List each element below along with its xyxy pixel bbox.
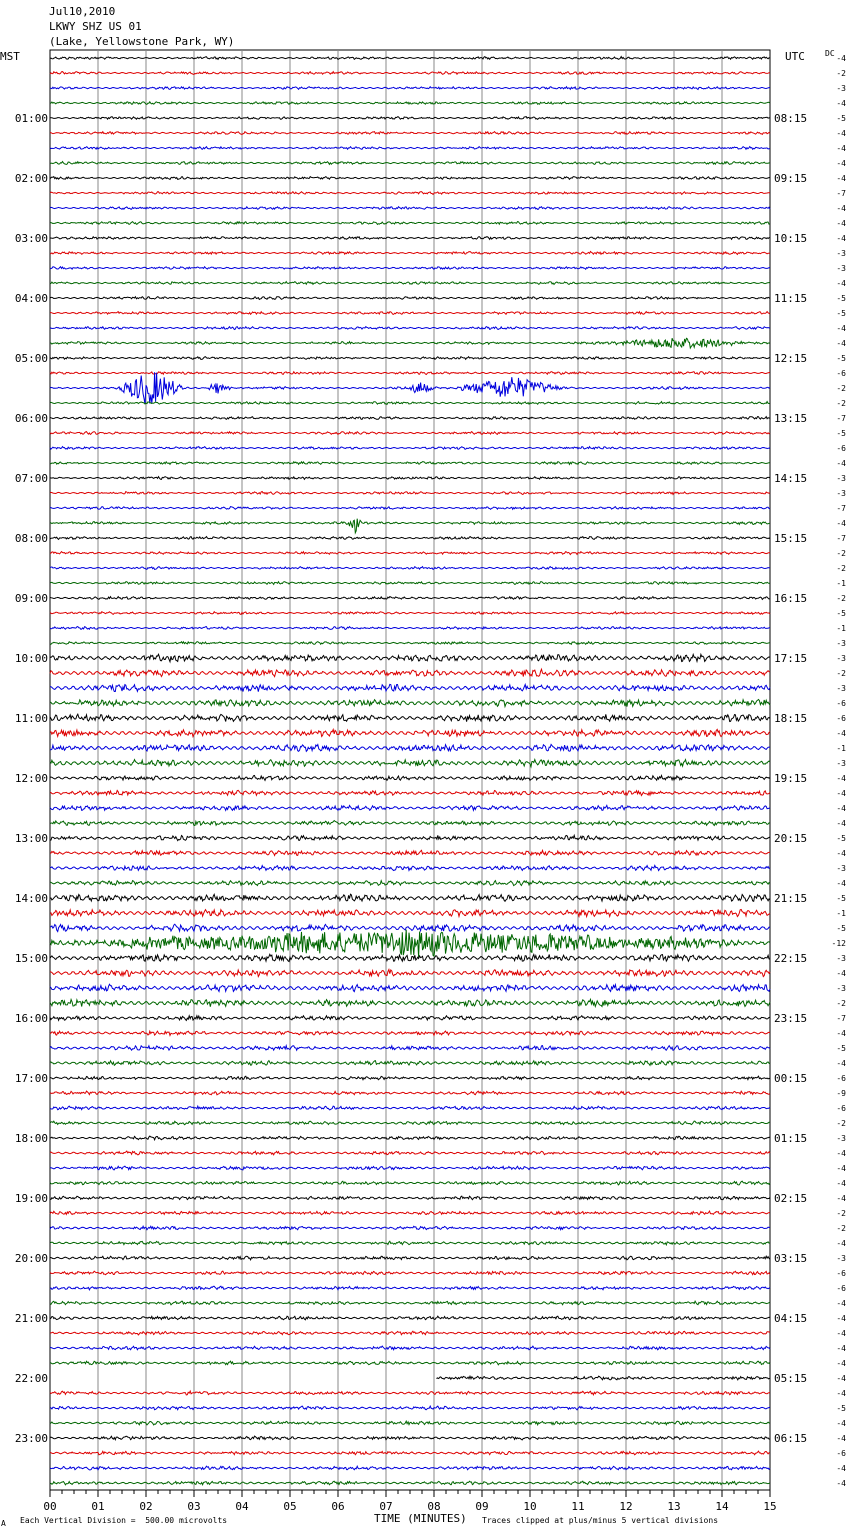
seismic-trace xyxy=(50,177,770,180)
seismic-trace xyxy=(50,1211,770,1215)
dc-offset-label: -3 xyxy=(836,1254,846,1263)
dc-offset-label: -6 xyxy=(836,1269,846,1278)
recording-date: Jul10,2010 xyxy=(49,5,116,18)
x-tick-label: 13 xyxy=(667,1500,681,1513)
dc-offset-label: -5 xyxy=(836,924,846,933)
seismic-trace xyxy=(50,627,770,630)
utc-hour-label: 04:15 xyxy=(774,1312,808,1325)
dc-offset-label: -9 xyxy=(836,1089,846,1098)
seismic-trace xyxy=(50,417,770,420)
mst-hour-label: 04:00 xyxy=(14,292,48,305)
seismic-trace xyxy=(50,567,770,570)
seismic-trace xyxy=(50,865,770,870)
dc-offset-label: -1 xyxy=(836,624,846,633)
seismic-trace xyxy=(50,312,770,315)
seismic-trace xyxy=(50,372,770,375)
x-tick-label: 05 xyxy=(283,1500,297,1513)
seismic-trace xyxy=(50,1451,770,1455)
dc-offset-label: -2 xyxy=(836,1224,846,1233)
dc-label: DC xyxy=(825,49,835,58)
utc-hour-label: 13:15 xyxy=(774,412,808,425)
dc-offset-label: -5 xyxy=(836,1404,846,1413)
dc-offset-label: -7 xyxy=(836,504,846,513)
dc-offset-label: -5 xyxy=(836,1044,846,1053)
utc-hour-label: 15:15 xyxy=(774,532,808,545)
seismic-trace xyxy=(50,654,770,661)
mst-hour-label: 12:00 xyxy=(14,772,48,785)
dc-offset-label: -2 xyxy=(836,564,846,573)
utc-hour-label: 00:15 xyxy=(774,1072,808,1085)
seismic-trace xyxy=(50,669,770,676)
dc-offset-label: -6 xyxy=(836,1449,846,1458)
seismic-trace xyxy=(50,492,770,495)
mst-hour-label: 09:00 xyxy=(14,592,48,605)
seismic-trace xyxy=(50,1226,770,1229)
seismic-trace xyxy=(50,477,770,480)
seismic-trace xyxy=(50,372,770,404)
corner-mark: A xyxy=(1,1519,6,1528)
utc-hour-label: 08:15 xyxy=(774,112,808,125)
seismic-trace xyxy=(50,1271,770,1275)
x-tick-label: 14 xyxy=(715,1500,729,1513)
x-tick-label: 07 xyxy=(379,1500,393,1513)
utc-hour-label: 02:15 xyxy=(774,1192,808,1205)
dc-offset-label: -5 xyxy=(836,894,846,903)
utc-hour-label: 23:15 xyxy=(774,1012,808,1025)
seismic-trace xyxy=(50,1331,770,1335)
dc-offset-label: -4 xyxy=(836,1314,846,1323)
dc-offset-label: -4 xyxy=(836,969,846,978)
seismic-trace xyxy=(50,1106,770,1110)
seismic-trace xyxy=(50,821,770,826)
utc-hour-label: 18:15 xyxy=(774,712,808,725)
seismic-trace xyxy=(50,267,770,270)
utc-hour-label: 05:15 xyxy=(774,1372,808,1385)
dc-offset-label: -3 xyxy=(836,1134,846,1143)
seismic-trace xyxy=(50,1166,770,1170)
seismic-trace xyxy=(50,744,770,751)
seismic-trace xyxy=(50,1136,770,1140)
dc-offset-label: -4 xyxy=(836,1359,846,1368)
dc-offset-label: -5 xyxy=(836,294,846,303)
seismic-trace xyxy=(50,432,770,435)
dc-offset-label: -4 xyxy=(836,519,846,528)
dc-offset-label: -4 xyxy=(836,879,846,888)
seismic-trace xyxy=(50,642,770,645)
seismic-trace xyxy=(50,57,770,60)
seismic-trace xyxy=(50,192,770,195)
x-tick-label: 09 xyxy=(475,1500,489,1513)
mst-hour-label: 08:00 xyxy=(14,532,48,545)
seismic-trace xyxy=(50,970,770,977)
seismic-trace xyxy=(50,835,770,840)
dc-offset-label: -6 xyxy=(836,1284,846,1293)
mst-hour-label: 02:00 xyxy=(14,172,48,185)
dc-offset-label: -4 xyxy=(836,219,846,228)
dc-offset-label: -4 xyxy=(836,1464,846,1473)
seismic-trace xyxy=(50,1301,770,1305)
seismic-trace xyxy=(50,999,770,1006)
dc-offset-label: -4 xyxy=(836,1179,846,1188)
dc-offset-label: -3 xyxy=(836,654,846,663)
dc-offset-label: -4 xyxy=(836,849,846,858)
seismic-trace xyxy=(50,954,770,961)
utc-hour-label: 19:15 xyxy=(774,772,808,785)
dc-offset-label: -4 xyxy=(836,1374,846,1383)
station-code: LKWY SHZ US 01 xyxy=(49,20,142,33)
utc-hour-label: 17:15 xyxy=(774,652,808,665)
dc-offset-label: -6 xyxy=(836,714,846,723)
dc-offset-label: -12 xyxy=(831,939,846,948)
dc-offset-label: -5 xyxy=(836,609,846,618)
seismic-trace xyxy=(50,537,770,540)
dc-offset-label: -4 xyxy=(836,789,846,798)
dc-offset-label: -1 xyxy=(836,909,846,918)
seismic-trace xyxy=(50,894,770,901)
dc-offset-label: -4 xyxy=(836,1299,846,1308)
dc-offset-label: -4 xyxy=(836,54,846,63)
dc-offset-label: -4 xyxy=(836,174,846,183)
x-tick-label: 02 xyxy=(139,1500,153,1513)
mst-hour-label: 14:00 xyxy=(14,892,48,905)
dc-offset-label: -2 xyxy=(836,69,846,78)
dc-offset-label: -3 xyxy=(836,954,846,963)
dc-offset-label: -4 xyxy=(836,279,846,288)
dc-offset-label: -6 xyxy=(836,1104,846,1113)
seismic-trace xyxy=(50,327,770,330)
seismic-trace xyxy=(50,72,770,75)
dc-offset-label: -4 xyxy=(836,1329,846,1338)
x-tick-label: 01 xyxy=(91,1500,105,1513)
dc-offset-label: -3 xyxy=(836,264,846,273)
mst-hour-label: 21:00 xyxy=(14,1312,48,1325)
seismic-trace xyxy=(50,207,770,210)
seismic-trace xyxy=(50,297,770,300)
seismic-trace xyxy=(50,1406,770,1410)
seismic-trace xyxy=(50,147,770,150)
seismic-trace xyxy=(50,910,770,917)
seismic-trace xyxy=(50,1421,770,1425)
seismic-trace xyxy=(50,552,770,555)
seismic-trace xyxy=(50,447,770,450)
dc-offset-label: -7 xyxy=(836,1014,846,1023)
clip-note: Traces clipped at plus/minus 5 vertical divisions xyxy=(482,1516,719,1525)
seismic-trace xyxy=(50,222,770,225)
dc-offset-label: -3 xyxy=(836,759,846,768)
seismic-trace xyxy=(50,1181,770,1185)
dc-offset-label: -3 xyxy=(836,489,846,498)
mst-hour-label: 20:00 xyxy=(14,1252,48,1265)
seismic-trace xyxy=(50,700,770,707)
dc-offset-label: -5 xyxy=(836,114,846,123)
mst-hour-label: 18:00 xyxy=(14,1132,48,1145)
seismic-trace xyxy=(50,237,770,240)
scale-note: Each Vertical Division = 500.00 microvolts xyxy=(20,1516,228,1525)
dc-offset-label: -4 xyxy=(836,819,846,828)
seismic-trace xyxy=(50,1466,770,1470)
mst-hour-label: 19:00 xyxy=(14,1192,48,1205)
mst-hour-label: 16:00 xyxy=(14,1012,48,1025)
mst-hour-label: 03:00 xyxy=(14,232,48,245)
mst-hour-label: 10:00 xyxy=(14,652,48,665)
seismic-trace xyxy=(50,930,770,958)
utc-hour-label: 06:15 xyxy=(774,1432,808,1445)
utc-hour-label: 03:15 xyxy=(774,1252,808,1265)
seismic-trace xyxy=(50,252,770,255)
seismic-trace xyxy=(50,1016,770,1021)
seismic-trace xyxy=(50,850,770,855)
seismic-trace xyxy=(50,1151,770,1155)
x-axis-title: TIME (MINUTES) xyxy=(374,1512,467,1525)
dc-offset-label: -4 xyxy=(836,774,846,783)
dc-offset-label: -4 xyxy=(836,459,846,468)
seismic-trace xyxy=(50,805,770,810)
dc-offset-label: -3 xyxy=(836,84,846,93)
dc-offset-label: -3 xyxy=(836,474,846,483)
seismic-trace xyxy=(50,1091,770,1095)
dc-offset-label: -6 xyxy=(836,699,846,708)
dc-offset-label: -2 xyxy=(836,549,846,558)
seismic-trace xyxy=(50,924,770,931)
seismic-trace xyxy=(50,519,770,533)
right-timezone-label: UTC xyxy=(785,50,805,63)
dc-offset-label: -4 xyxy=(836,144,846,153)
dc-offset-label: -1 xyxy=(836,579,846,588)
mst-hour-label: 06:00 xyxy=(14,412,48,425)
x-tick-label: 04 xyxy=(235,1500,249,1513)
dc-offset-label: -2 xyxy=(836,384,846,393)
dc-offset-label: -5 xyxy=(836,429,846,438)
x-tick-label: 11 xyxy=(571,1500,585,1513)
seismic-trace xyxy=(50,162,770,165)
seismic-trace xyxy=(50,1481,770,1485)
seismic-trace xyxy=(50,1046,770,1051)
dc-offset-label: -4 xyxy=(836,129,846,138)
seismic-trace xyxy=(50,338,770,348)
dc-offset-label: -3 xyxy=(836,684,846,693)
seismic-trace xyxy=(50,357,770,360)
utc-hour-label: 22:15 xyxy=(774,952,808,965)
utc-hour-label: 14:15 xyxy=(774,472,808,485)
seismic-trace xyxy=(50,282,770,285)
station-location: (Lake, Yellowstone Park, WY) xyxy=(49,35,235,48)
seismic-trace xyxy=(50,1031,770,1035)
dc-offset-label: -2 xyxy=(836,594,846,603)
dc-offset-label: -4 xyxy=(836,1194,846,1203)
mst-hour-label: 22:00 xyxy=(14,1372,48,1385)
x-tick-label: 08 xyxy=(427,1500,441,1513)
x-tick-label: 03 xyxy=(187,1500,201,1513)
dc-offset-label: -3 xyxy=(836,864,846,873)
seismic-trace xyxy=(50,1316,770,1320)
utc-hour-label: 10:15 xyxy=(774,232,808,245)
left-timezone-label: MST xyxy=(0,50,20,63)
seismic-trace xyxy=(50,1061,770,1066)
dc-offset-label: -4 xyxy=(836,1479,846,1488)
dc-offset-label: -1 xyxy=(836,744,846,753)
dc-offset-label: -4 xyxy=(836,1239,846,1248)
utc-hour-label: 21:15 xyxy=(774,892,808,905)
dc-offset-label: -4 xyxy=(836,729,846,738)
dc-offset-label: -4 xyxy=(836,1059,846,1068)
dc-offset-label: -4 xyxy=(836,1029,846,1038)
seismic-trace xyxy=(50,402,770,405)
x-tick-label: 06 xyxy=(331,1500,345,1513)
dc-offset-label: -2 xyxy=(836,999,846,1008)
utc-hour-label: 11:15 xyxy=(774,292,808,305)
dc-offset-label: -2 xyxy=(836,1209,846,1218)
dc-offset-label: -4 xyxy=(836,234,846,243)
dc-offset-label: -4 xyxy=(836,804,846,813)
seismic-trace xyxy=(50,87,770,90)
mst-hour-label: 11:00 xyxy=(14,712,48,725)
dc-offset-label: -7 xyxy=(836,189,846,198)
x-tick-label: 12 xyxy=(619,1500,633,1513)
dc-offset-label: -3 xyxy=(836,639,846,648)
x-tick-label: 15 xyxy=(763,1500,777,1513)
seismic-trace xyxy=(50,612,770,615)
seismic-trace xyxy=(50,790,770,795)
dc-offset-label: -5 xyxy=(836,309,846,318)
mst-hour-label: 01:00 xyxy=(14,112,48,125)
seismic-trace xyxy=(50,1361,770,1365)
seismic-trace xyxy=(50,984,770,991)
dc-offset-label: -3 xyxy=(836,249,846,258)
seismic-trace xyxy=(50,1346,770,1350)
dc-offset-label: -4 xyxy=(836,99,846,108)
dc-offset-label: -4 xyxy=(836,1149,846,1158)
utc-hour-label: 12:15 xyxy=(774,352,808,365)
dc-offset-label: -3 xyxy=(836,984,846,993)
seismic-trace xyxy=(50,1121,770,1125)
dc-offset-label: -7 xyxy=(836,414,846,423)
seismic-trace xyxy=(50,1196,770,1200)
dc-offset-label: -7 xyxy=(836,534,846,543)
mst-hour-label: 23:00 xyxy=(14,1432,48,1445)
seismic-trace xyxy=(50,102,770,105)
seismic-trace xyxy=(50,462,770,465)
dc-offset-label: -2 xyxy=(836,669,846,678)
seismic-trace xyxy=(50,507,770,510)
seismic-trace xyxy=(50,714,770,721)
seismic-trace xyxy=(50,1256,770,1260)
dc-offset-label: -2 xyxy=(836,1119,846,1128)
utc-hour-label: 01:15 xyxy=(774,1132,808,1145)
seismic-trace xyxy=(436,1376,769,1380)
seismic-trace xyxy=(50,582,770,585)
x-tick-label: 10 xyxy=(523,1500,537,1513)
mst-hour-label: 07:00 xyxy=(14,472,48,485)
dc-offset-label: -2 xyxy=(836,399,846,408)
plot-frame xyxy=(50,50,770,1490)
seismic-trace xyxy=(50,881,770,886)
mst-hour-label: 05:00 xyxy=(14,352,48,365)
dc-offset-label: -6 xyxy=(836,369,846,378)
dc-offset-label: -4 xyxy=(836,1419,846,1428)
dc-offset-label: -4 xyxy=(836,159,846,168)
dc-offset-label: -4 xyxy=(836,1344,846,1353)
seismic-trace xyxy=(50,1436,770,1440)
seismic-trace xyxy=(50,1391,770,1395)
seismic-trace xyxy=(50,1286,770,1290)
dc-offset-label: -5 xyxy=(836,354,846,363)
dc-offset-label: -4 xyxy=(836,1389,846,1398)
mst-hour-label: 17:00 xyxy=(14,1072,48,1085)
seismic-trace xyxy=(50,776,770,781)
seismic-trace xyxy=(50,1241,770,1245)
dc-offset-label: -6 xyxy=(836,1074,846,1083)
x-tick-label: 00 xyxy=(43,1500,57,1513)
dc-offset-label: -4 xyxy=(836,1434,846,1443)
seismic-trace xyxy=(50,1076,770,1080)
dc-offset-label: -4 xyxy=(836,324,846,333)
seismic-trace xyxy=(50,760,770,767)
utc-hour-label: 09:15 xyxy=(774,172,808,185)
dc-offset-label: -4 xyxy=(836,339,846,348)
seismic-trace xyxy=(50,117,770,120)
dc-offset-label: -5 xyxy=(836,834,846,843)
utc-hour-label: 20:15 xyxy=(774,832,808,845)
utc-hour-label: 16:15 xyxy=(774,592,808,605)
seismic-trace xyxy=(50,729,770,736)
dc-offset-label: -4 xyxy=(836,1164,846,1173)
dc-offset-label: -4 xyxy=(836,204,846,213)
mst-hour-label: 13:00 xyxy=(14,832,48,845)
mst-hour-label: 15:00 xyxy=(14,952,48,965)
seismic-trace xyxy=(50,684,770,691)
dc-offset-label: -6 xyxy=(836,444,846,453)
seismic-trace xyxy=(50,597,770,600)
seismic-trace xyxy=(50,132,770,135)
